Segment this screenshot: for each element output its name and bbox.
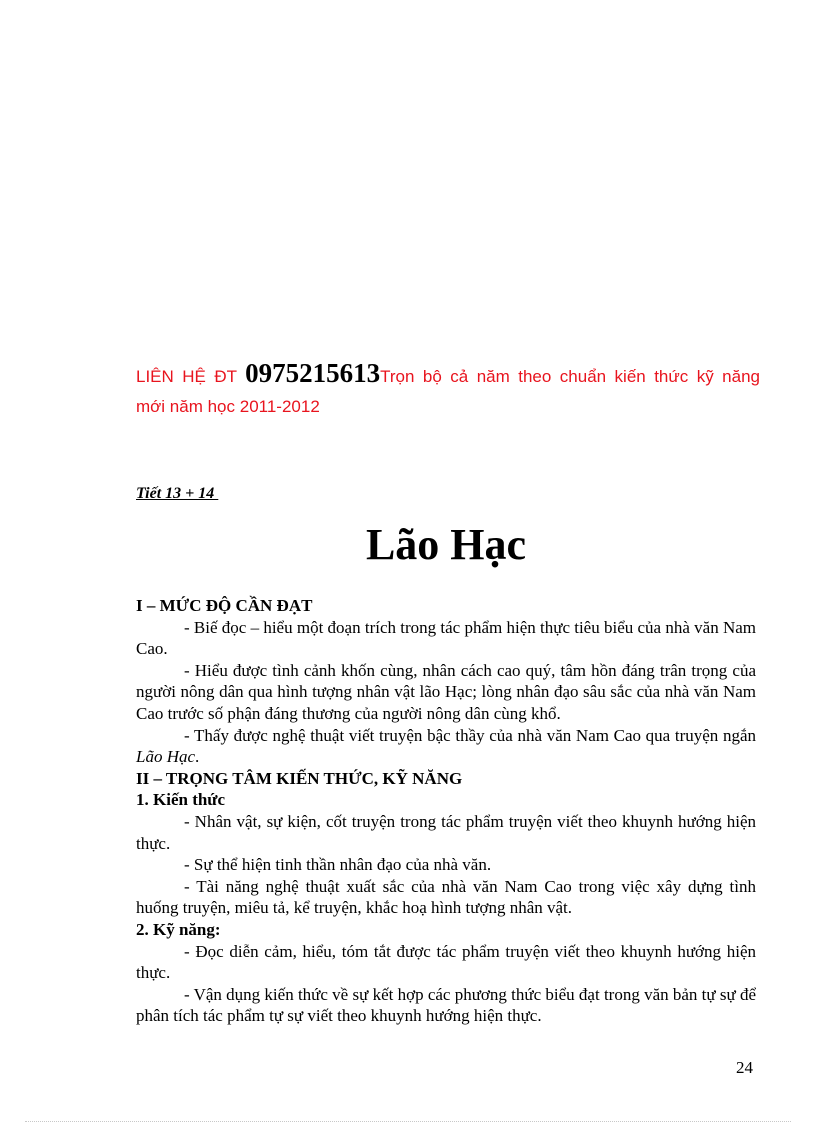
contact-banner bbox=[136, 356, 760, 424]
paragraph-text: . bbox=[195, 747, 200, 767]
page-bottom-divider bbox=[25, 1121, 791, 1122]
contact-line-1 bbox=[136, 356, 760, 394]
lesson-label: Tiết 13 + 14 bbox=[136, 485, 219, 502]
subheading-skills: 2. Kỹ năng: bbox=[136, 919, 221, 939]
paragraph: - Hiểu được tình cảnh khốn cùng, nhân cách cao quý, tâm hồn đáng trân trọng của người nông dân qua hình tượng nhân vật lão Hạc; lòng nhân đạo sâu sắc của nhà văn Nam Cao trước số phận đáng thương của người nông dân cùng khổ. bbox=[136, 660, 756, 723]
paragraph: - Nhân vật, sự kiện, cốt truyện trong tác phẩm truyện viết theo khuynh hướng hiện thực. bbox=[136, 811, 756, 853]
paragraph: - Tài năng nghệ thuật xuất sắc của nhà văn Nam Cao trong việc xây dựng tình huống truyện, miêu tả, kể truyện, khắc hoạ hình tượng nhân vật. bbox=[136, 876, 756, 918]
paragraph: - Sự thể hiện tinh thần nhân đạo của nhà văn. bbox=[184, 855, 492, 875]
subheading-knowledge: 1. Kiến thức bbox=[136, 790, 226, 810]
contact-label: LIÊN HỆ ĐT bbox=[136, 367, 246, 386]
lesson-content bbox=[136, 595, 756, 1027]
section-heading-1: I – MỨC ĐỘ CẦN ĐẠT bbox=[136, 596, 313, 615]
paragraph bbox=[136, 725, 756, 768]
contact-phone: 0975215613 bbox=[245, 358, 381, 388]
contact-line1-tail: Trọn bộ cả năm theo chuẩn kiến thức kỹ năng bbox=[380, 367, 760, 386]
paragraph: - Đọc diễn cảm, hiểu, tóm tắt được tác phẩm truyện viết theo khuynh hướng hiện thực. bbox=[136, 941, 756, 983]
page-title: Lão Hạc bbox=[365, 520, 527, 569]
section-heading-2: II – TRỌNG TÂM KIẾN THỨC, KỸ NĂNG bbox=[136, 768, 463, 788]
contact-line-2: mới năm học 2011-2012 bbox=[136, 397, 320, 416]
story-title-italic: Lão Hạc bbox=[136, 747, 196, 767]
paragraph: - Biế đọc – hiểu một đoạn trích trong tác phẩm hiện thực tiêu biểu của nhà văn Nam Cao. bbox=[136, 617, 756, 659]
paragraph: - Vận dụng kiến thức về sự kết hợp các phương thức biểu đạt trong văn bản tự sự để phân tích tác phẩm tự sự viết theo khuynh hướng hiện thực. bbox=[136, 984, 756, 1026]
page-number: 24 bbox=[736, 1058, 753, 1077]
paragraph-text: - Thấy được nghệ thuật viết truyện bậc thầy của nhà văn Nam Cao qua truyện ngắn bbox=[184, 725, 756, 745]
